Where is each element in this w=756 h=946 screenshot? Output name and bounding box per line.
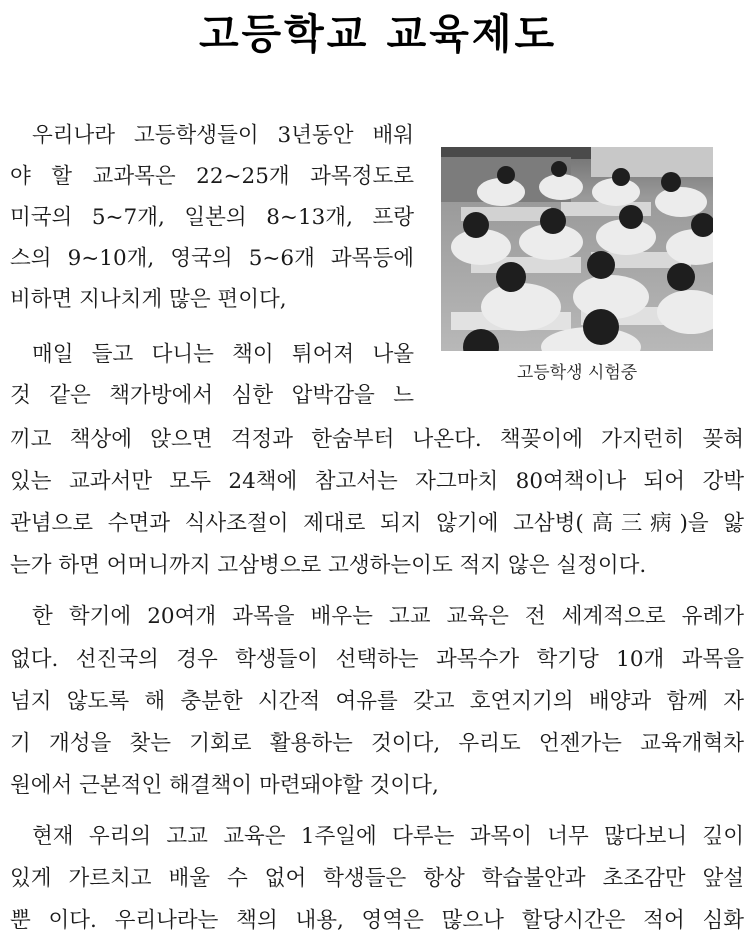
photo-classroom-exam-icon	[441, 147, 713, 351]
figure-caption: 고등학생 시험중	[516, 363, 638, 383]
body-line: 현재 우리의 고교 교육은 1주일에 다루는 과목이 너무 많다보니 깊이	[32, 824, 744, 849]
figure-photo	[441, 147, 713, 351]
body-line: 우리나라 고등학생들이 3년동안 배워	[32, 123, 414, 148]
body-line: 넘지 않도록 해 충분한 시간적 여유를 갖고 호연지기의 배양과 함께 자	[10, 689, 744, 714]
body-line: 비하면 지나치게 많은 편이다,	[10, 287, 287, 312]
body-line: 끼고 책상에 앉으면 걱정과 한숨부터 나온다. 책꽂이에 가지런히 꽂혀	[10, 427, 744, 452]
body-line: 것 같은 책가방에서 심한 압박감을 느	[10, 383, 414, 408]
body-line: 매일 들고 다니는 책이 튀어져 나올	[32, 342, 414, 367]
body-line: 있게 가르치고 배울 수 없어 학생들은 항상 학습불안과 초조감만 앞설	[10, 866, 744, 891]
body-line: 한 학기에 20여개 과목을 배우는 고교 교육은 전 세계적으로 유례가	[32, 604, 744, 629]
body-line: 스의 9~10개, 영국의 5~6개 과목등에	[10, 246, 414, 271]
body-line: 미국의 5~7개, 일본의 8~13개, 프랑	[10, 205, 414, 230]
body-line: 없다. 선진국의 경우 학생들이 선택하는 과목수가 학기당 10개 과목을	[10, 647, 744, 672]
body-line: 야 할 교과목은 22~25개 과목정도로	[10, 164, 414, 189]
page-title: 고등학교 교육제도	[198, 10, 558, 58]
body-line: 뿐 이다. 우리나라는 책의 내용, 영역은 많으나 할당시간은 적어 심화	[10, 908, 744, 933]
body-line: 있는 교과서만 모두 24책에 참고서는 자그마치 80여책이나 되어 강박	[10, 469, 744, 494]
body-line: 원에서 근본적인 해결책이 마련돼야할 것이다,	[10, 773, 439, 798]
body-line: 관념으로 수면과 식사조절이 제대로 되지 않기에 고삼병(高三病)을 앓	[10, 511, 744, 536]
body-line: 는가 하면 어머니까지 고삼병으로 고생하는이도 적지 않은 실정이다.	[10, 553, 647, 578]
body-line: 기 개성을 찾는 기회로 활용하는 것이다, 우리도 언젠가는 교육개혁차	[10, 731, 744, 756]
